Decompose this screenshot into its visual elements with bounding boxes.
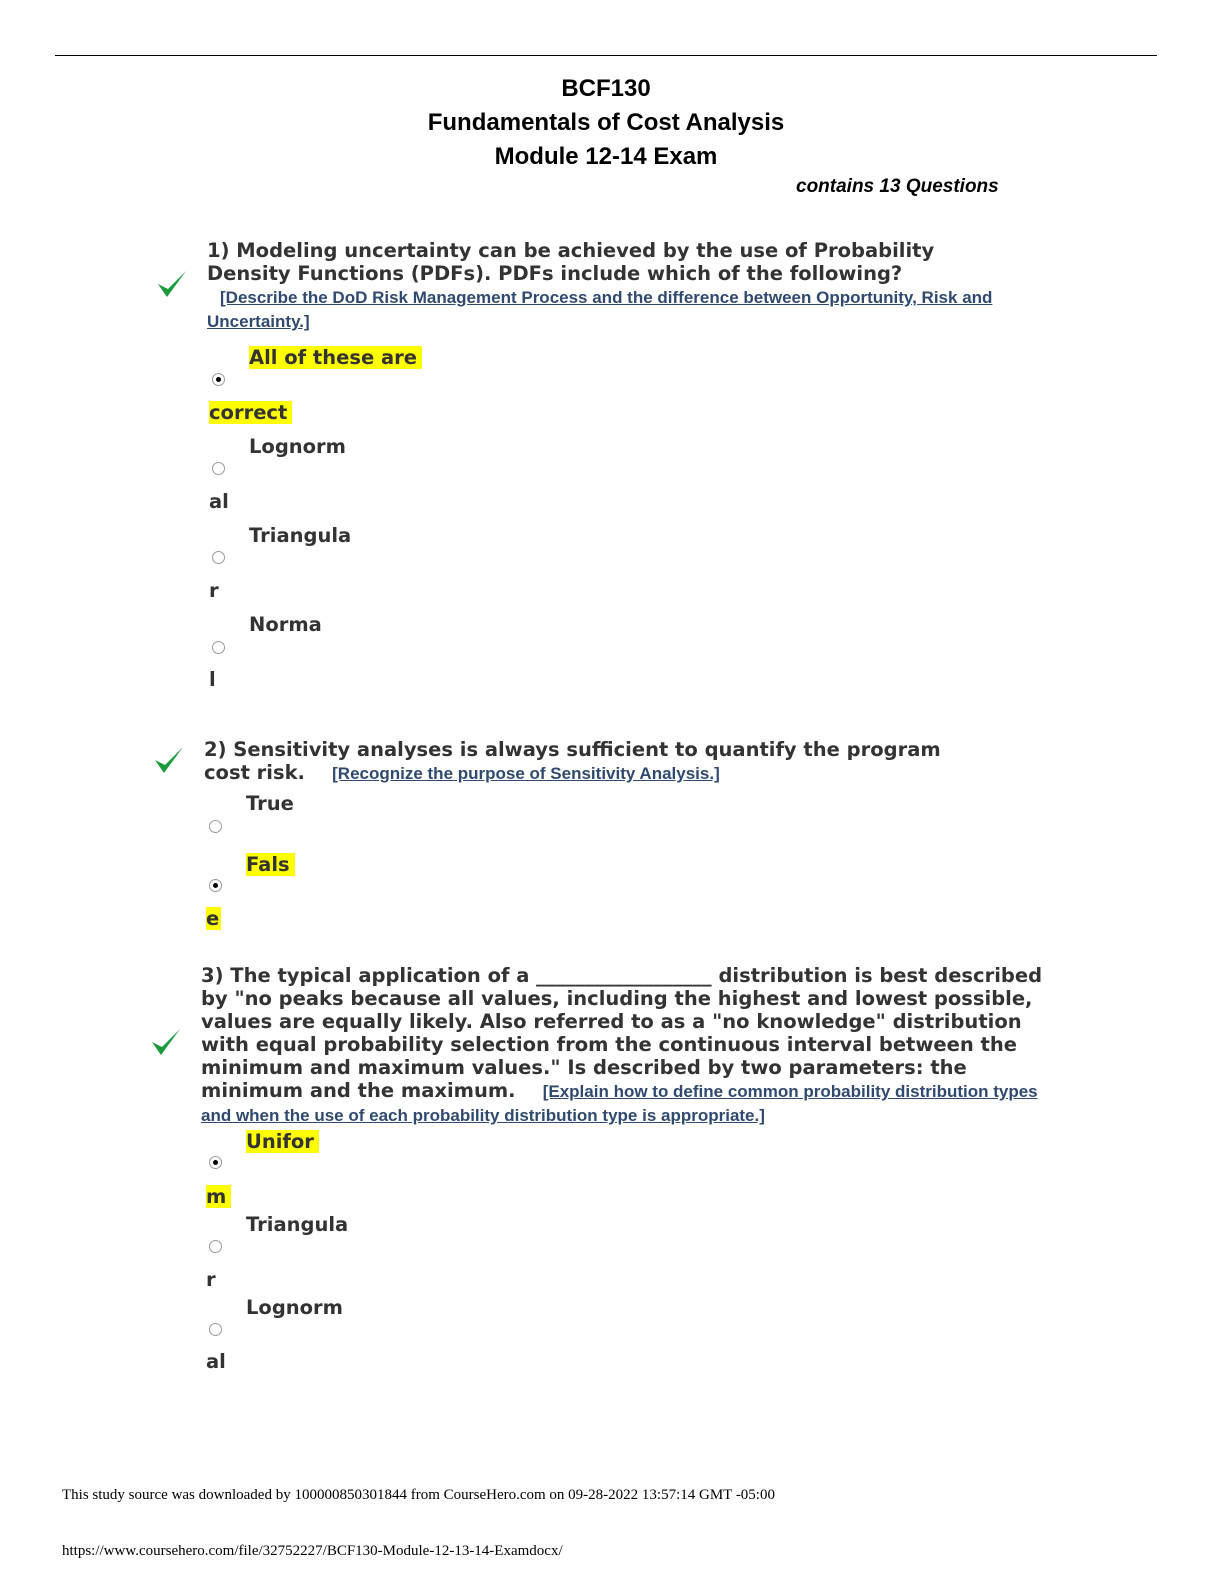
question-3-text: 3) The typical application of a __________________ distribution is best described by "no peaks because all values, including the highest and lowest possible, values are equally likely. Also referred to as a "no knowledge" distribution with equal probability selection from the continuous interval between the minimum and maximum values." Is described by two parameters: the minimum and the maximum.: [201, 964, 1043, 1102]
option-label: Fals: [246, 853, 295, 876]
option-label: All of these are: [249, 346, 422, 369]
option-radio[interactable]: [209, 1240, 222, 1253]
option-label: Lognorm: [249, 435, 346, 458]
option-label-cont: al: [206, 1350, 226, 1373]
question-2: [204, 738, 964, 785]
option-label-cont: e: [206, 907, 220, 930]
option-label: Unifor: [246, 1130, 319, 1153]
option-label: Triangula: [246, 1213, 349, 1236]
source-url[interactable]: https://www.coursehero.com/file/32752227/BCF130-Module-12-13-14-Examdocx/: [62, 1543, 563, 1559]
option-label-cont: l: [209, 668, 216, 691]
option-label-cont: al: [209, 490, 229, 513]
option-label-cont: correct: [209, 401, 292, 424]
download-notice: This study source was downloaded by 100000850301844 from CourseHero.com on 09-28-2022 13:57:14 GMT -05:00: [62, 1487, 775, 1503]
correct-check-icon: [152, 743, 186, 777]
course-title: Fundamentals of Cost Analysis: [427, 109, 785, 136]
question-1-text: 1) Modeling uncertainty can be achieved by the use of Probability Density Functions (PDFs). PDFs include which of the following?: [207, 239, 935, 285]
option-radio[interactable]: [209, 1323, 222, 1336]
course-code: BCF130: [561, 75, 651, 102]
question-count: contains 13 Questions: [796, 176, 999, 197]
question-1-objective-link[interactable]: [Describe the DoD Risk Management Process and the difference between Opportunity, Risk and Uncertainty.]: [207, 288, 993, 331]
option-radio-selected[interactable]: [212, 373, 225, 386]
option-label-cont: r: [209, 579, 219, 602]
option-radio-selected[interactable]: [209, 879, 222, 892]
option-label: Triangula: [249, 524, 352, 547]
correct-check-icon: [149, 1025, 183, 1059]
option-label-cont: r: [206, 1268, 216, 1291]
question-2-text: 2) Sensitivity analyses is always sufficient to quantify the program cost risk.: [204, 738, 941, 784]
option-radio-selected[interactable]: [209, 1156, 222, 1169]
question-3-objective-link[interactable]: [Explain how to define common probability distribution types and when the use of each probability distribution type is appropriate.]: [201, 1082, 1038, 1125]
option-label-cont: m: [206, 1185, 231, 1208]
question-2-objective-link[interactable]: [Recognize the purpose of Sensitivity Analysis.]: [332, 764, 720, 783]
exam-title: Module 12-14 Exam: [494, 143, 718, 170]
option-label: Lognorm: [246, 1296, 343, 1319]
option-radio[interactable]: [212, 462, 225, 475]
question-1: [207, 239, 1007, 333]
option-radio[interactable]: [209, 820, 222, 833]
option-label: Norma: [249, 613, 322, 636]
question-3: [201, 964, 1061, 1127]
option-label: True: [246, 792, 294, 815]
top-rule: [55, 55, 1157, 56]
correct-check-icon: [155, 267, 189, 301]
option-radio[interactable]: [212, 551, 225, 564]
option-radio[interactable]: [212, 641, 225, 654]
